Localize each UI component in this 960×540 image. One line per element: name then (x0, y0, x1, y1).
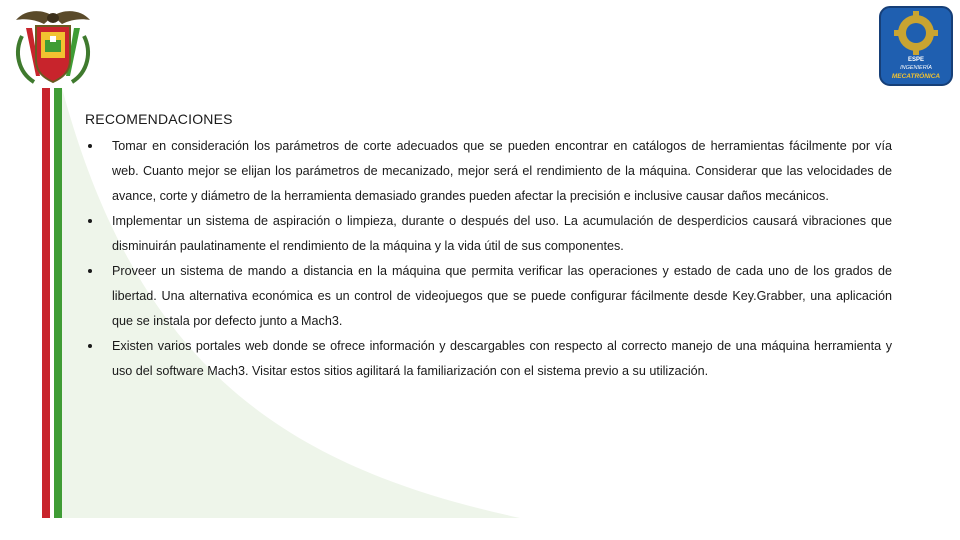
list-item-text: Tomar en consideración los parámetros de corte adecuados que se pueden encontrar en catálogos de herramientas fácilmente por vía web. Cuanto mejor se elijan los parámetros de mecanizado, mejor será el rendimiento de la máquina. Considerar que las velocidades de avance, corte y diámetro de la herramienta demasiado grandes pueden afectar la precisión e inclusive causar daños mecánicos. (112, 139, 892, 203)
bullet-icon (88, 144, 92, 148)
logo-line-1: ESPE (907, 57, 925, 63)
red-stripe (42, 88, 50, 518)
list-item (85, 259, 892, 334)
list-item-text: Proveer un sistema de mando a distancia en la máquina que permita verificar las operaciones y estado de cada uno de los grados de libertad. Una alternativa económica es un control de videojuegos que se puede configurar fácilmente desde Key.Grabber, una aplicación que se instala por defecto junto a Mach3. (112, 264, 892, 328)
bullet-icon (88, 269, 92, 273)
logo-line-3: MECATRÓNICA (891, 73, 941, 80)
bullet-icon (88, 219, 92, 223)
bullet-icon (88, 344, 92, 348)
green-stripe (54, 88, 62, 518)
section-heading: RECOMENDACIONES (85, 111, 233, 127)
list-item-text: Existen varios portales web donde se ofrece información y descargables con respecto al correcto manejo de una máquina herramienta y uso del software Mach3. Visitar estos sitios agilitará la familiarización con el sistema previo a su utilización. (112, 339, 892, 378)
list-item (85, 134, 892, 209)
recommendations-list (85, 134, 892, 384)
list-item (85, 209, 892, 259)
mechatronics-logo (878, 5, 954, 87)
coat-of-arms-icon (6, 6, 100, 90)
logo-line-2: INGENIERÍA (900, 65, 932, 71)
list-item (85, 334, 892, 384)
list-item-text: Implementar un sistema de aspiración o limpieza, durante o después del uso. La acumulación de desperdicios causará vibraciones que disminuirán paulatinamente el rendimiento de la máquina y la vida útil de sus componentes. (112, 214, 892, 253)
